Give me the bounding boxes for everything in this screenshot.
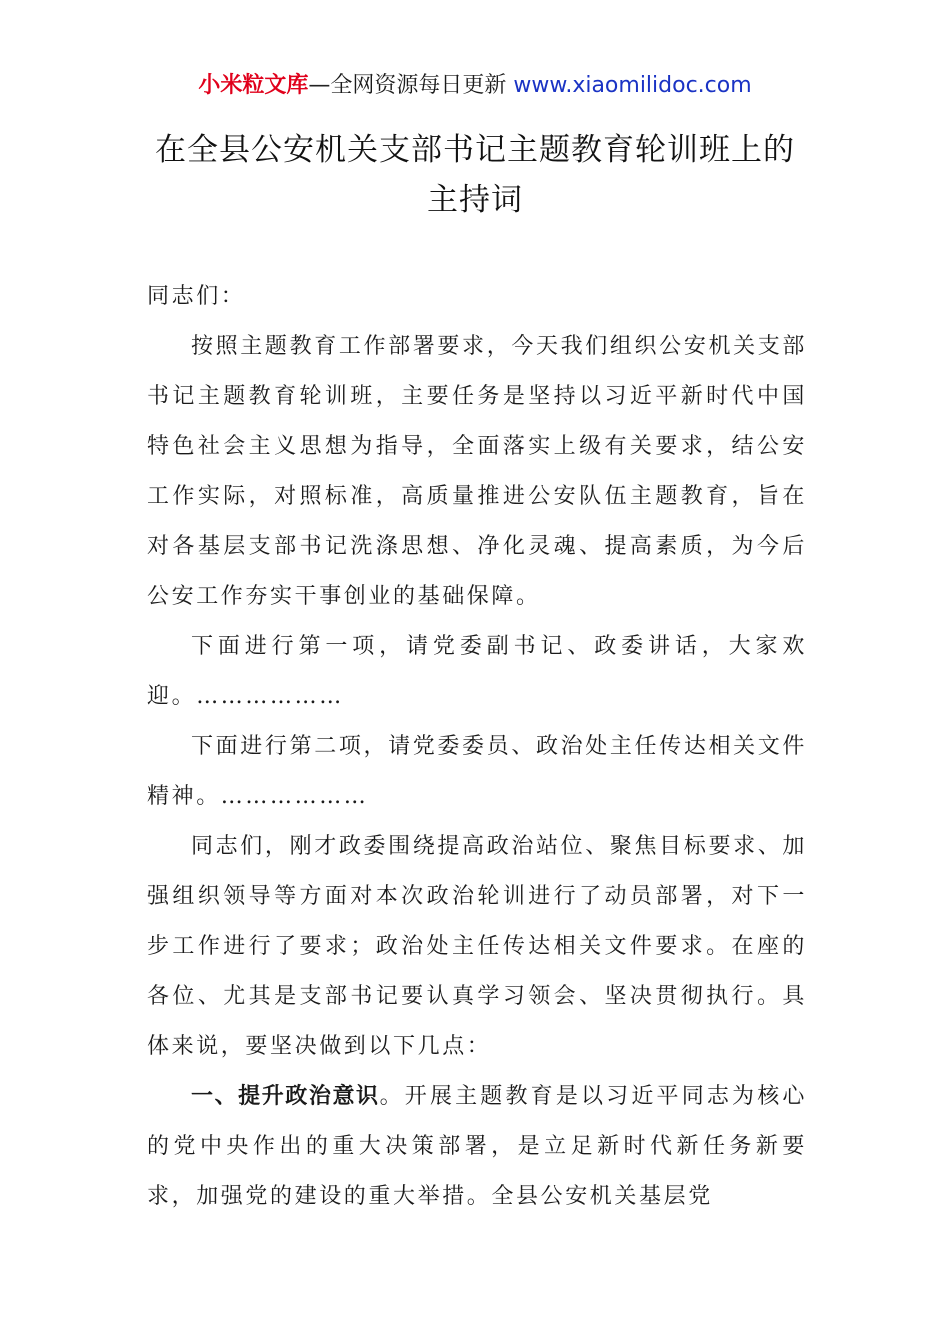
document-body	[147, 272, 807, 1222]
header-tagline: 全网资源每日更新	[330, 73, 507, 98]
header-url-link[interactable]: www.xiaomilidoc.com	[513, 73, 752, 98]
section-heading-1: 一、提升政治意识	[191, 1084, 380, 1109]
paragraph-2: 下面进行第一项，请党委副书记、政委讲话，大家欢迎。………………	[147, 634, 807, 709]
header-banner	[0, 70, 950, 102]
paragraph-5	[147, 1072, 807, 1222]
salutation: 同志们：	[147, 284, 246, 309]
title-line-1: 在全县公安机关支部书记主题教育轮训班上的	[155, 132, 795, 168]
brand-name: 小米粒文库	[198, 73, 309, 98]
title-line-2: 主持词	[427, 182, 523, 218]
paragraph-4: 同志们，刚才政委围绕提高政治站位、聚焦目标要求、加强组织领导等方面对本次政治轮训进行了动员部署，对下一步工作进行了要求；政治处主任传达相关文件要求。在座的各位、尤其是支部书记要认真学习领会、坚决贯彻执行。具体来说，要坚决做到以下几点：	[147, 834, 807, 1059]
header-dash: —	[308, 73, 331, 98]
paragraph-3: 下面进行第二项，请党委委员、政治处主任传达相关文件精神。………………	[147, 734, 807, 809]
paragraph-5-text: 。开展主题教育是以习近平同志为核心的党中央作出的重大决策部署，是立足新时代新任务新要求，加强党的建设的重大举措。全县公安机关基层党	[147, 1084, 807, 1209]
paragraph-1: 按照主题教育工作部署要求，今天我们组织公安机关支部书记主题教育轮训班，主要任务是坚持以习近平新时代中国特色社会主义思想为指导，全面落实上级有关要求，结公安工作实际，对照标准，高质量推进公安队伍主题教育，旨在对各基层支部书记洗涤思想、净化灵魂、提高素质，为今后公安工作夯实干事创业的基础保障。	[147, 334, 807, 609]
document-title	[60, 125, 890, 225]
